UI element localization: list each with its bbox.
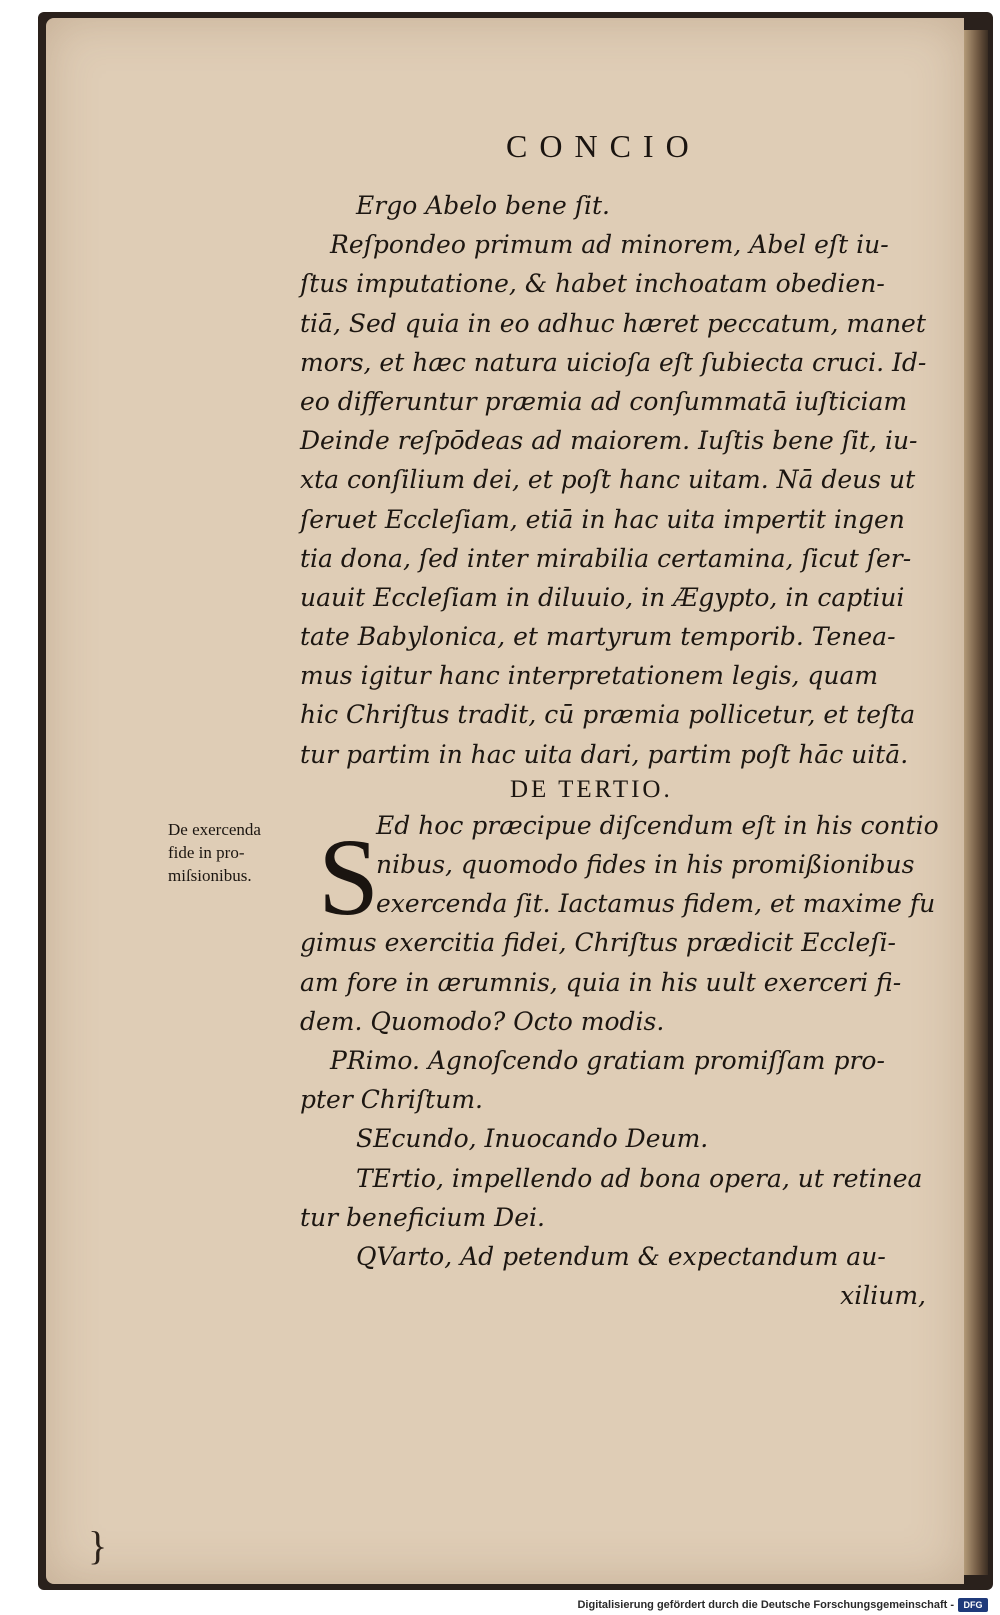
text-line: eo differuntur præmia ad conſummatā iuſticiam xyxy=(300,386,908,416)
text-line: xta conſilium dei, et poſt hanc uitam. Nā deus ut xyxy=(300,465,916,495)
text-line: tur beneficium Dei. xyxy=(300,1202,545,1232)
text-line: uauit Eccleſiam in diluuio, in Ægypto, in captiui xyxy=(300,582,905,612)
text-line: tur partim in hac uita dari, partim poſt hāc uitā. xyxy=(300,739,909,769)
dfg-logo: DFG xyxy=(958,1598,988,1612)
text-line: PRimo. Agnoſcendo gratiam promiſſam pro- xyxy=(330,1045,885,1075)
ink-mark: } xyxy=(88,1523,108,1568)
text-line: Reſpondeo primum ad minorem, Abel eſt iu- xyxy=(330,230,889,260)
text-line: pter Chriſtum. xyxy=(300,1085,483,1115)
text-line: gimus exercitia fidei, Chriſtus prædicit Eccleſi- xyxy=(300,928,897,958)
text-line: QVarto, Ad petendum & expectandum au- xyxy=(356,1241,886,1271)
text-line: am fore in ærumnis, quia in his uult exerceri fi- xyxy=(300,967,902,997)
drop-cap: S xyxy=(318,816,380,938)
text-line: ſtus imputatione, & habet inchoatam obedien- xyxy=(300,269,885,299)
text-line: Ed hoc præcipue diſcendum eſt in his contio xyxy=(376,810,939,840)
text-line: mus igitur hanc interpretationem legis, quam xyxy=(300,661,879,691)
page-edge xyxy=(964,30,988,1575)
text-line: tiā, Sed quia in eo adhuc hæret peccatum, manet xyxy=(300,308,926,338)
text-line: Deinde reſpōdeas ad maiorem. Iuſtis bene ſit, iu- xyxy=(300,426,918,456)
body-text xyxy=(300,186,950,1315)
text-line: ſeruet Eccleſiam, etiā in hac uita impertit ingen xyxy=(300,504,905,534)
text-line: exercenda ſit. Iactamus fidem, et maxime fu xyxy=(376,889,936,919)
running-head: CONCIO xyxy=(506,128,701,164)
text-line: dem. Quomodo? Octo modis. xyxy=(300,1006,665,1036)
marginal-note xyxy=(168,818,308,887)
catchword: xilium, xyxy=(840,1281,926,1311)
text-line: tate Babylonica, et martyrum temporib. Tenea- xyxy=(300,622,896,652)
marginal-note-line: De exercenda xyxy=(168,820,261,839)
text-line: hic Chriſtus tradit, cū præmia pollicetur, et teſta xyxy=(300,700,916,730)
marginal-note-line: miſsionibus. xyxy=(168,866,252,885)
text-line: TErtio, impellendo ad bona opera, ut retinea xyxy=(356,1163,923,1193)
marginal-note-line: fide in pro- xyxy=(168,843,245,862)
section-heading: DE TERTIO. xyxy=(510,775,673,803)
footer-credit-text: Digitalisierung gefördert durch die Deutsche Forschungsgemeinschaft - xyxy=(577,1599,954,1611)
text-line: nibus, quomodo fides in his promißionibus xyxy=(376,850,915,879)
text-line: tia dona, ſed inter mirabilia certamina, ſicut ſer- xyxy=(300,543,912,573)
text-line: mors, et hæc natura uicioſa eſt ſubiecta cruci. Id- xyxy=(300,347,927,377)
footer-credit xyxy=(577,1597,988,1613)
text-line: Ergo Abelo bene ſit. xyxy=(356,191,610,220)
text-line: SEcundo, Inuocando Deum. xyxy=(356,1124,709,1154)
